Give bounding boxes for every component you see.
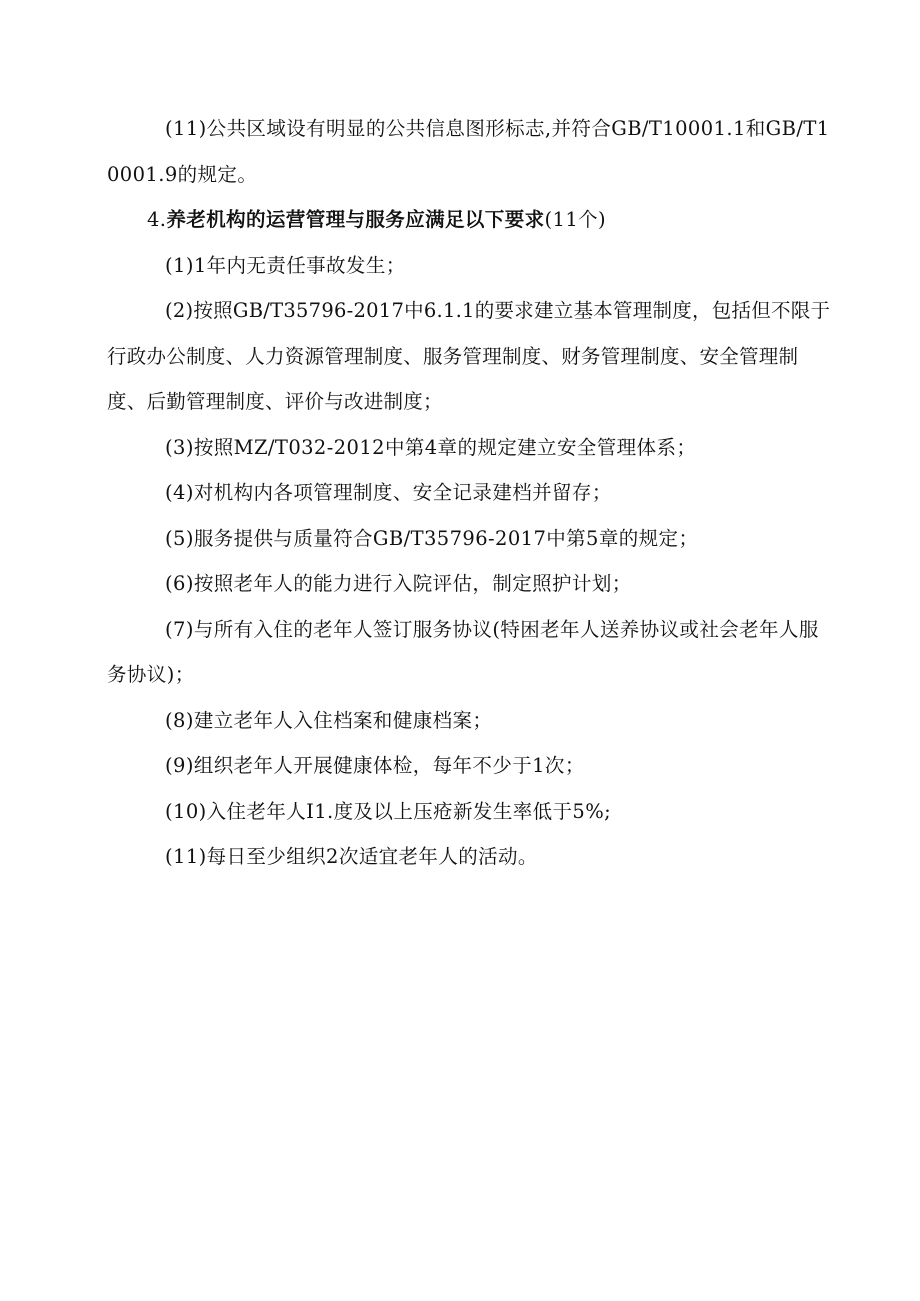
document-body bbox=[107, 106, 833, 880]
list-item: (10)入住老年人I1.度及以上压疮新发生率低于5%; bbox=[165, 799, 612, 823]
section-title: 养老机构的运营管理与服务应满足以下要求 bbox=[166, 208, 545, 231]
list-item: (3)按照MZ/T032-2012中第4章的规定建立安全管理体系； bbox=[165, 435, 697, 459]
section-heading bbox=[107, 197, 833, 243]
intro-item: (11)公共区域设有明显的公共信息图形标志,并符合GB/T10001.1和GB/T10001.9的规定。 bbox=[107, 117, 830, 186]
list-item: (11)每日至少组织2次适宜老年人的活动。 bbox=[165, 845, 538, 868]
list-item: (1)1年内无责任事故发生； bbox=[165, 253, 406, 277]
list-item: (6)按照老年人的能力进行入院评估，制定照护计划； bbox=[165, 572, 632, 595]
list-item: (5)服务提供与质量符合GB/T35796-2017中第5章的规定； bbox=[165, 526, 699, 550]
list-item: (4)对机构内各项管理制度、安全记录建档并留存； bbox=[165, 481, 612, 504]
list-item: (2)按照GB/T35796-2017中6.1.1的要求建立基本管理制度，包括但不限于行政办公制度、人力资源管理制度、服务管理制度、财务管理制度、安全管理制度、后勤管理制度、评价与改进制度； bbox=[107, 299, 831, 413]
section-count: (11个) bbox=[544, 208, 607, 231]
list-item: (7)与所有入住的老年人签订服务协议(特困老年人送养协议或社会老年人服务协议)； bbox=[107, 617, 819, 686]
list-item: (8)建立老年人入住档案和健康档案； bbox=[165, 708, 493, 732]
section-number: 4. bbox=[147, 208, 167, 231]
list-item: (9)组织老年人开展健康体检，每年不少于1次； bbox=[165, 754, 585, 777]
